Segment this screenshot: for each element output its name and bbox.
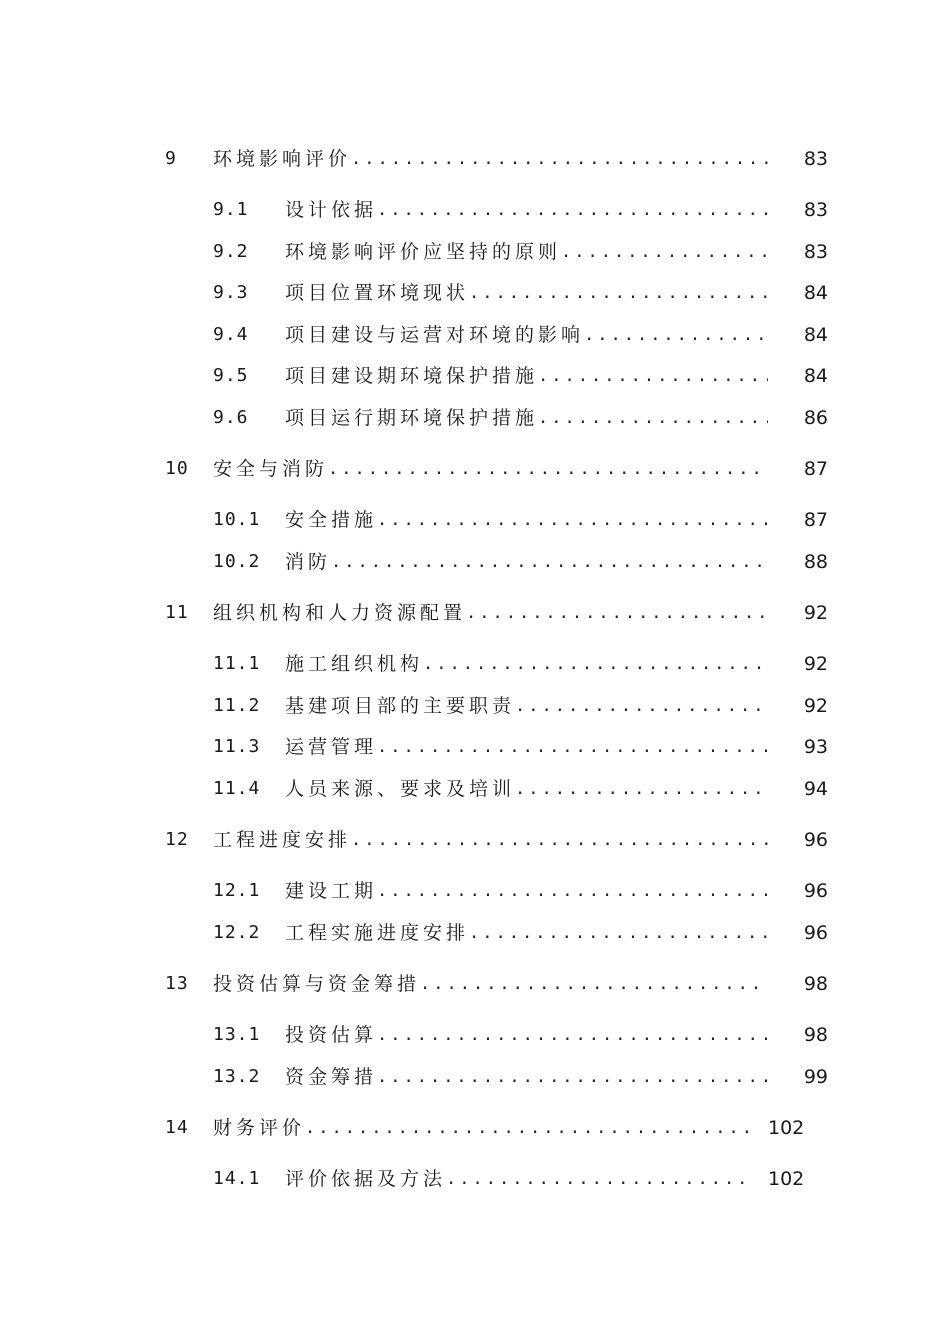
- toc-entry-title: 投资估算与资金筹措: [213, 973, 421, 995]
- toc-entry-page: 98: [803, 973, 828, 995]
- dot-leader: [469, 918, 768, 948]
- toc-entry-number: 10.2: [213, 551, 261, 572]
- dot-leader: [515, 774, 768, 804]
- toc-entry-title: 项目建设期环境保护措施: [285, 365, 539, 387]
- toc-entry-chapter-12[interactable]: [165, 825, 828, 855]
- toc-entry-number: 9: [165, 148, 177, 169]
- dot-leader: [515, 691, 768, 721]
- toc-entry-chapter-11[interactable]: [165, 598, 828, 628]
- dot-leader: [420, 969, 768, 999]
- toc-entry-number: 12: [165, 829, 189, 850]
- dot-leader: [377, 732, 768, 762]
- toc-entry-chapter-14[interactable]: [165, 1113, 828, 1143]
- toc-entry-section-9-5[interactable]: [213, 361, 828, 391]
- toc-entry-page: 88: [803, 551, 828, 573]
- toc-entry-page: 84: [803, 324, 828, 346]
- toc-entry-section-12-2[interactable]: [213, 918, 828, 948]
- dot-leader: [377, 876, 768, 906]
- toc-entry-title: 人员来源、要求及培训: [285, 778, 516, 800]
- dot-leader: [377, 1020, 768, 1050]
- toc-entry-title: 投资估算: [285, 1024, 378, 1046]
- toc-entry-section-9-4[interactable]: [213, 320, 828, 350]
- toc-entry-section-9-1[interactable]: [213, 195, 828, 225]
- toc-entry-title: 财务评价: [213, 1117, 306, 1139]
- toc-entry-section-13-1[interactable]: [213, 1020, 828, 1050]
- toc-entry-number: 9.1: [213, 199, 249, 220]
- toc-entry-title: 工程进度安排: [213, 829, 352, 851]
- toc-entry-title: 施工组织机构: [285, 653, 424, 675]
- toc-entry-section-10-2[interactable]: [213, 547, 828, 577]
- toc-entry-number: 9.3: [213, 282, 249, 303]
- toc-entry-section-9-6[interactable]: [213, 403, 828, 433]
- toc-entry-chapter-10[interactable]: [165, 454, 828, 484]
- dot-leader: [351, 825, 768, 855]
- toc-entry-page: 93: [803, 736, 828, 758]
- toc-entry-section-11-4[interactable]: [213, 774, 828, 804]
- dot-leader: [469, 278, 768, 308]
- toc-entry-number: 9.2: [213, 241, 249, 262]
- toc-entry-page: 92: [803, 653, 828, 675]
- toc-entry-page: 87: [803, 509, 828, 531]
- toc-entry-section-14-1[interactable]: [213, 1164, 828, 1194]
- toc-entry-page: 92: [803, 695, 828, 717]
- dot-leader: [331, 547, 768, 577]
- toc-entry-page: 94: [803, 778, 828, 800]
- toc-entry-page: 86: [803, 407, 828, 429]
- toc-entry-number: 14.1: [213, 1168, 261, 1189]
- toc-entry-page: 102: [768, 1117, 805, 1139]
- toc-entry-page: 96: [803, 829, 828, 851]
- dot-leader: [538, 403, 768, 433]
- toc-entry-section-13-2[interactable]: [213, 1062, 828, 1092]
- toc-entry-page: 83: [803, 199, 828, 221]
- toc-entry-number: 12.1: [213, 880, 261, 901]
- toc-entry-number: 14: [165, 1117, 189, 1138]
- toc-entry-number: 13: [165, 973, 189, 994]
- toc-entry-title: 项目位置环境现状: [285, 282, 470, 304]
- toc-entry-page: 98: [803, 1024, 828, 1046]
- dot-leader: [584, 320, 768, 350]
- toc-entry-title: 设计依据: [285, 199, 378, 221]
- toc-entry-number: 9.6: [213, 407, 249, 428]
- toc-entry-section-11-3[interactable]: [213, 732, 828, 762]
- toc-entry-number: 10: [165, 458, 189, 479]
- dot-leader: [377, 195, 768, 225]
- dot-leader: [305, 1113, 754, 1143]
- toc-entry-title: 组织机构和人力资源配置: [213, 602, 467, 624]
- toc-entry-title: 安全与消防: [213, 458, 329, 480]
- toc-entry-section-10-1[interactable]: [213, 505, 828, 535]
- toc-entry-title: 项目运行期环境保护措施: [285, 407, 539, 429]
- dot-leader: [351, 144, 768, 174]
- toc-entry-title: 项目建设与运营对环境的影响: [285, 324, 585, 346]
- toc-entry-number: 13.1: [213, 1024, 261, 1045]
- toc-entry-section-9-2[interactable]: [213, 237, 828, 267]
- toc-entry-title: 基建项目部的主要职责: [285, 695, 516, 717]
- toc-entry-chapter-9[interactable]: [165, 144, 828, 174]
- dot-leader: [446, 1164, 754, 1194]
- toc-entry-title: 安全措施: [285, 509, 378, 531]
- toc-entry-number: 9.4: [213, 324, 249, 345]
- toc-entry-number: 9.5: [213, 365, 249, 386]
- toc-entry-number: 10.1: [213, 509, 261, 530]
- dot-leader: [328, 454, 768, 484]
- toc-entry-number: 11.3: [213, 736, 261, 757]
- toc-entry-page: 84: [803, 282, 828, 304]
- toc-entry-page: 102: [768, 1168, 805, 1190]
- dot-leader: [377, 1062, 768, 1092]
- toc-entry-page: 84: [803, 365, 828, 387]
- toc-entry-title: 消防: [285, 551, 332, 573]
- toc-entry-title: 建设工期: [285, 880, 378, 902]
- toc-entry-section-9-3[interactable]: [213, 278, 828, 308]
- toc-entry-chapter-13[interactable]: [165, 969, 828, 999]
- toc-entry-section-11-1[interactable]: [213, 649, 828, 679]
- toc-entry-number: 13.2: [213, 1066, 261, 1087]
- toc-entry-page: 92: [803, 602, 828, 624]
- toc-entry-page: 96: [803, 880, 828, 902]
- dot-leader: [377, 505, 768, 535]
- toc-entry-page: 83: [803, 148, 828, 170]
- toc-entry-title: 环境影响评价应坚持的原则: [285, 241, 562, 263]
- toc-entry-number: 11.2: [213, 695, 261, 716]
- toc-entry-title: 资金筹措: [285, 1066, 378, 1088]
- dot-leader: [466, 598, 768, 628]
- toc-entry-title: 工程实施进度安排: [285, 922, 470, 944]
- dot-leader: [423, 649, 768, 679]
- toc-entry-section-12-1[interactable]: [213, 876, 828, 906]
- dot-leader: [538, 361, 768, 391]
- toc-entry-number: 11.1: [213, 653, 261, 674]
- toc-entry-page: 99: [803, 1066, 828, 1088]
- toc-entry-number: 11: [165, 602, 189, 623]
- toc-entry-number: 11.4: [213, 778, 261, 799]
- toc-entry-number: 12.2: [213, 922, 261, 943]
- toc-entry-title: 评价依据及方法: [285, 1168, 447, 1190]
- toc-entry-title: 环境影响评价: [213, 148, 352, 170]
- toc-entry-page: 96: [803, 922, 828, 944]
- toc-entry-page: 87: [803, 458, 828, 480]
- dot-leader: [561, 237, 768, 267]
- toc-entry-page: 83: [803, 241, 828, 263]
- toc-entry-section-11-2[interactable]: [213, 691, 828, 721]
- toc-entry-title: 运营管理: [285, 736, 378, 758]
